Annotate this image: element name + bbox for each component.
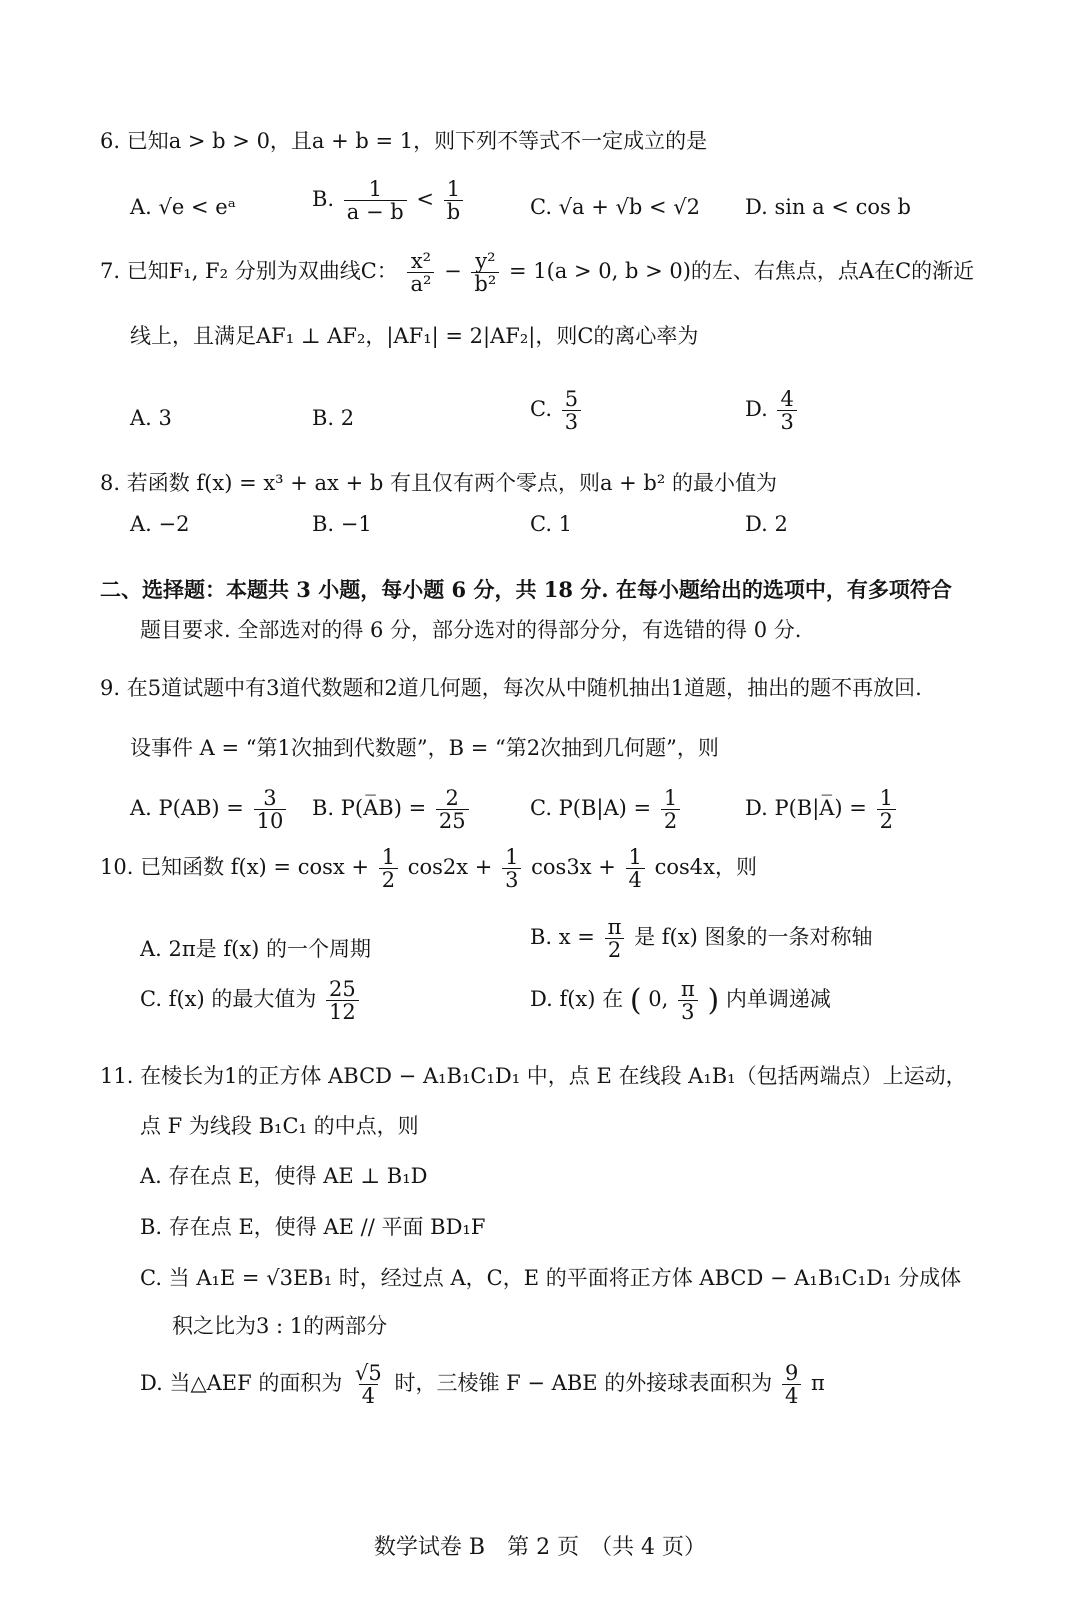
option-text: 是 f(x) 图象的一条对称轴: [634, 925, 873, 950]
option-text: A. P(AB) =: [130, 796, 244, 821]
q6-option-a: A. √e < eᵃ: [130, 195, 236, 219]
q9-option-a: [130, 787, 289, 832]
q7-option-b: B. 2: [312, 406, 355, 430]
fraction-numerator: y²: [475, 249, 496, 273]
q7-line1-post: = 1(a > 0, b > 0)的左、右焦点，点A在C的渐近: [508, 259, 975, 284]
fraction-numerator: 25: [329, 977, 356, 1001]
fraction: [605, 916, 625, 961]
option-text: D. f(x) 在: [530, 987, 624, 1012]
q6-option-d: D. sin a < cos b: [745, 195, 911, 219]
fraction-numerator: 3: [263, 786, 277, 810]
section-heading: 二、选择题：本题共 3 小题，每小题 6 分，共 18 分. 在每小题给出的选项中，有多项符合: [100, 577, 952, 602]
fraction-numerator: π: [680, 977, 695, 1001]
q8-option-c: C. 1: [530, 512, 573, 536]
option-label: C.: [530, 397, 552, 422]
fraction-numerator: 9: [784, 1361, 799, 1385]
fraction-numerator: 1: [381, 845, 396, 869]
paren: (: [629, 983, 642, 1019]
q7-option-a: A. 3: [130, 406, 172, 430]
option-text: C. P(B|A) =: [530, 796, 652, 821]
section-instructions: 题目要求. 全部选对的得 6 分，部分选对的得部分分，有选错的得 0 分.: [140, 618, 802, 642]
fraction: [344, 178, 407, 223]
fraction: [407, 250, 434, 295]
fraction-denominator: 4: [626, 868, 645, 891]
paren: ): [707, 983, 720, 1019]
fraction-denominator: 25: [436, 809, 469, 832]
fraction-denominator: 3: [777, 410, 796, 433]
fraction-numerator: 1: [446, 177, 461, 201]
fraction-denominator: 2: [877, 809, 896, 832]
fraction-denominator: b: [444, 200, 463, 223]
q7-line1: 7. 已知F₁, F₂ 分别为双曲线C： $\frac{\text{x²}}{\text{a²}}$ − $\frac{\text{y²}}{\text{b²}}$ = 1(a > 0, b > 0)的左、右焦点，点A在C的渐近: [100, 249, 975, 297]
q11-option-c-line2: 积之比为3 : 1的两部分: [172, 1314, 388, 1338]
q8-stem: 8. 若函数 f(x) = x³ + ax + b 有且仅有两个零点，则a + b² 的最小值为: [100, 471, 777, 495]
fraction: [562, 388, 581, 433]
q10-term: cos3x +: [531, 855, 616, 880]
q11-line2: 点 F 为线段 B₁C₁ 的中点，则: [140, 1114, 419, 1138]
fraction: [777, 388, 796, 433]
q11-line1: 11. 在棱长为1的正方体 ABCD − A₁B₁C₁D₁ 中，点 E 在线段 A₁B₁（包括两端点）上运动，: [100, 1064, 967, 1088]
fraction-denominator: 2: [379, 868, 398, 891]
fraction: [877, 787, 896, 832]
fraction-denominator: 3: [562, 410, 581, 433]
q8-option-a: A. −2: [130, 512, 190, 536]
q7-option-c: [530, 388, 584, 433]
fraction-denominator: a − b: [344, 200, 407, 223]
option-text: 0,: [648, 987, 669, 1012]
fraction-denominator: a²: [407, 272, 434, 295]
option-text: B. x =: [530, 925, 595, 950]
fraction: [471, 250, 499, 295]
q7-line2: 线上，且满足AF₁ ⊥ AF₂，|AF₁| = 2|AF₂|，则C的离心率为: [130, 324, 699, 348]
q10-stem: [100, 846, 757, 891]
q10-option-d: [530, 978, 831, 1023]
q6-option-b-label: B.: [312, 187, 335, 212]
fraction-numerator: 1: [368, 177, 382, 201]
fraction-denominator: 2: [661, 809, 680, 832]
fraction-denominator: 4: [782, 1384, 801, 1407]
fraction-numerator: 1: [879, 786, 893, 810]
option-text: D. 当△AEF 的面积为: [140, 1371, 343, 1396]
fraction-denominator: 2: [605, 938, 624, 961]
fraction-denominator: 10: [254, 809, 287, 832]
fraction: [436, 787, 469, 832]
q7-line1-pre: 7. 已知F₁, F₂ 分别为双曲线C：: [100, 259, 398, 284]
q9-line1: 9. 在5道试题中有3道代数题和2道几何题，每次从中随机抽出1道题，抽出的题不再放回.: [100, 676, 922, 700]
q11-option-a: A. 存在点 E，使得 AE ⊥ B₁D: [140, 1164, 428, 1188]
page-footer: 数学试卷 B 第 2 页 （共 4 页）: [373, 1535, 707, 1560]
q6-option-b: B. $\frac{1}{a - b}$ < $\frac{1}{b}$: [312, 178, 466, 223]
option-text: 内单调递减: [725, 987, 831, 1012]
option-text: D. P(B|A̅) =: [745, 796, 867, 821]
q10-option-b: [530, 916, 872, 961]
fraction-denominator: 12: [326, 1000, 359, 1023]
fraction-numerator: 5: [564, 387, 579, 411]
q6-option-c: C. √a + √b < √2: [530, 195, 701, 219]
q10-term: cos4x，则: [654, 855, 757, 880]
fraction-numerator: 1: [663, 786, 678, 810]
q11-option-d: [140, 1362, 825, 1407]
fraction-denominator: 3: [678, 1000, 697, 1023]
option-text: 时，三棱锥 F − ABE 的外接球表面积为: [394, 1371, 773, 1396]
fraction: [254, 787, 287, 832]
fraction: [379, 846, 398, 891]
fraction: [444, 178, 463, 223]
q6-stem: 6. 已知a > b > 0，且a + b = 1，则下列不等式不一定成立的是: [100, 129, 708, 153]
q11-option-b: B. 存在点 E，使得 AE // 平面 BD₁F: [140, 1215, 486, 1239]
fraction: [352, 1362, 385, 1407]
fraction-numerator: √5: [355, 1361, 382, 1385]
q10-option-a: A. 2π是 f(x) 的一个周期: [140, 937, 372, 961]
fraction: [661, 787, 680, 832]
fraction: [626, 846, 645, 891]
option-label: D.: [745, 397, 768, 422]
option-text: C. f(x) 的最大值为: [140, 987, 317, 1012]
fraction-numerator: 1: [505, 845, 519, 869]
fraction: [326, 978, 359, 1023]
q10-term: cos2x +: [407, 855, 493, 880]
q9-option-b: [312, 787, 472, 832]
fraction-numerator: 2: [445, 786, 459, 810]
fraction-numerator: x²: [410, 249, 432, 273]
fraction: [678, 978, 698, 1023]
q9-option-d: [745, 787, 899, 832]
fraction: [782, 1362, 801, 1407]
q8-option-b: B. −1: [312, 512, 372, 536]
fraction-numerator: 1: [628, 845, 642, 869]
fraction: [502, 846, 521, 891]
q10-option-c: [140, 978, 362, 1023]
fraction-numerator: π: [607, 915, 622, 939]
q7-option-d: [745, 388, 800, 433]
fraction-denominator: 3: [502, 868, 521, 891]
option-text: B. P(A̅B) =: [312, 796, 427, 821]
fraction-numerator: 4: [780, 387, 794, 411]
q9-option-c: [530, 787, 683, 832]
option-text: π: [811, 1371, 825, 1396]
fraction-denominator: b²: [471, 272, 499, 295]
q8-option-d: D. 2: [745, 512, 788, 536]
fraction-denominator: 4: [359, 1384, 378, 1407]
q11-option-c-line1: C. 当 A₁E = √3EB₁ 时，经过点 A，C，E 的平面将正方体 ABCD − A₁B₁C₁D₁ 分成体: [140, 1266, 962, 1290]
q9-line2: 设事件 A = “第1次抽到代数题”，B = “第2次抽到几何题”，则: [130, 736, 719, 760]
q10-stem-pre: 10. 已知函数 f(x) = cosx +: [100, 855, 369, 880]
